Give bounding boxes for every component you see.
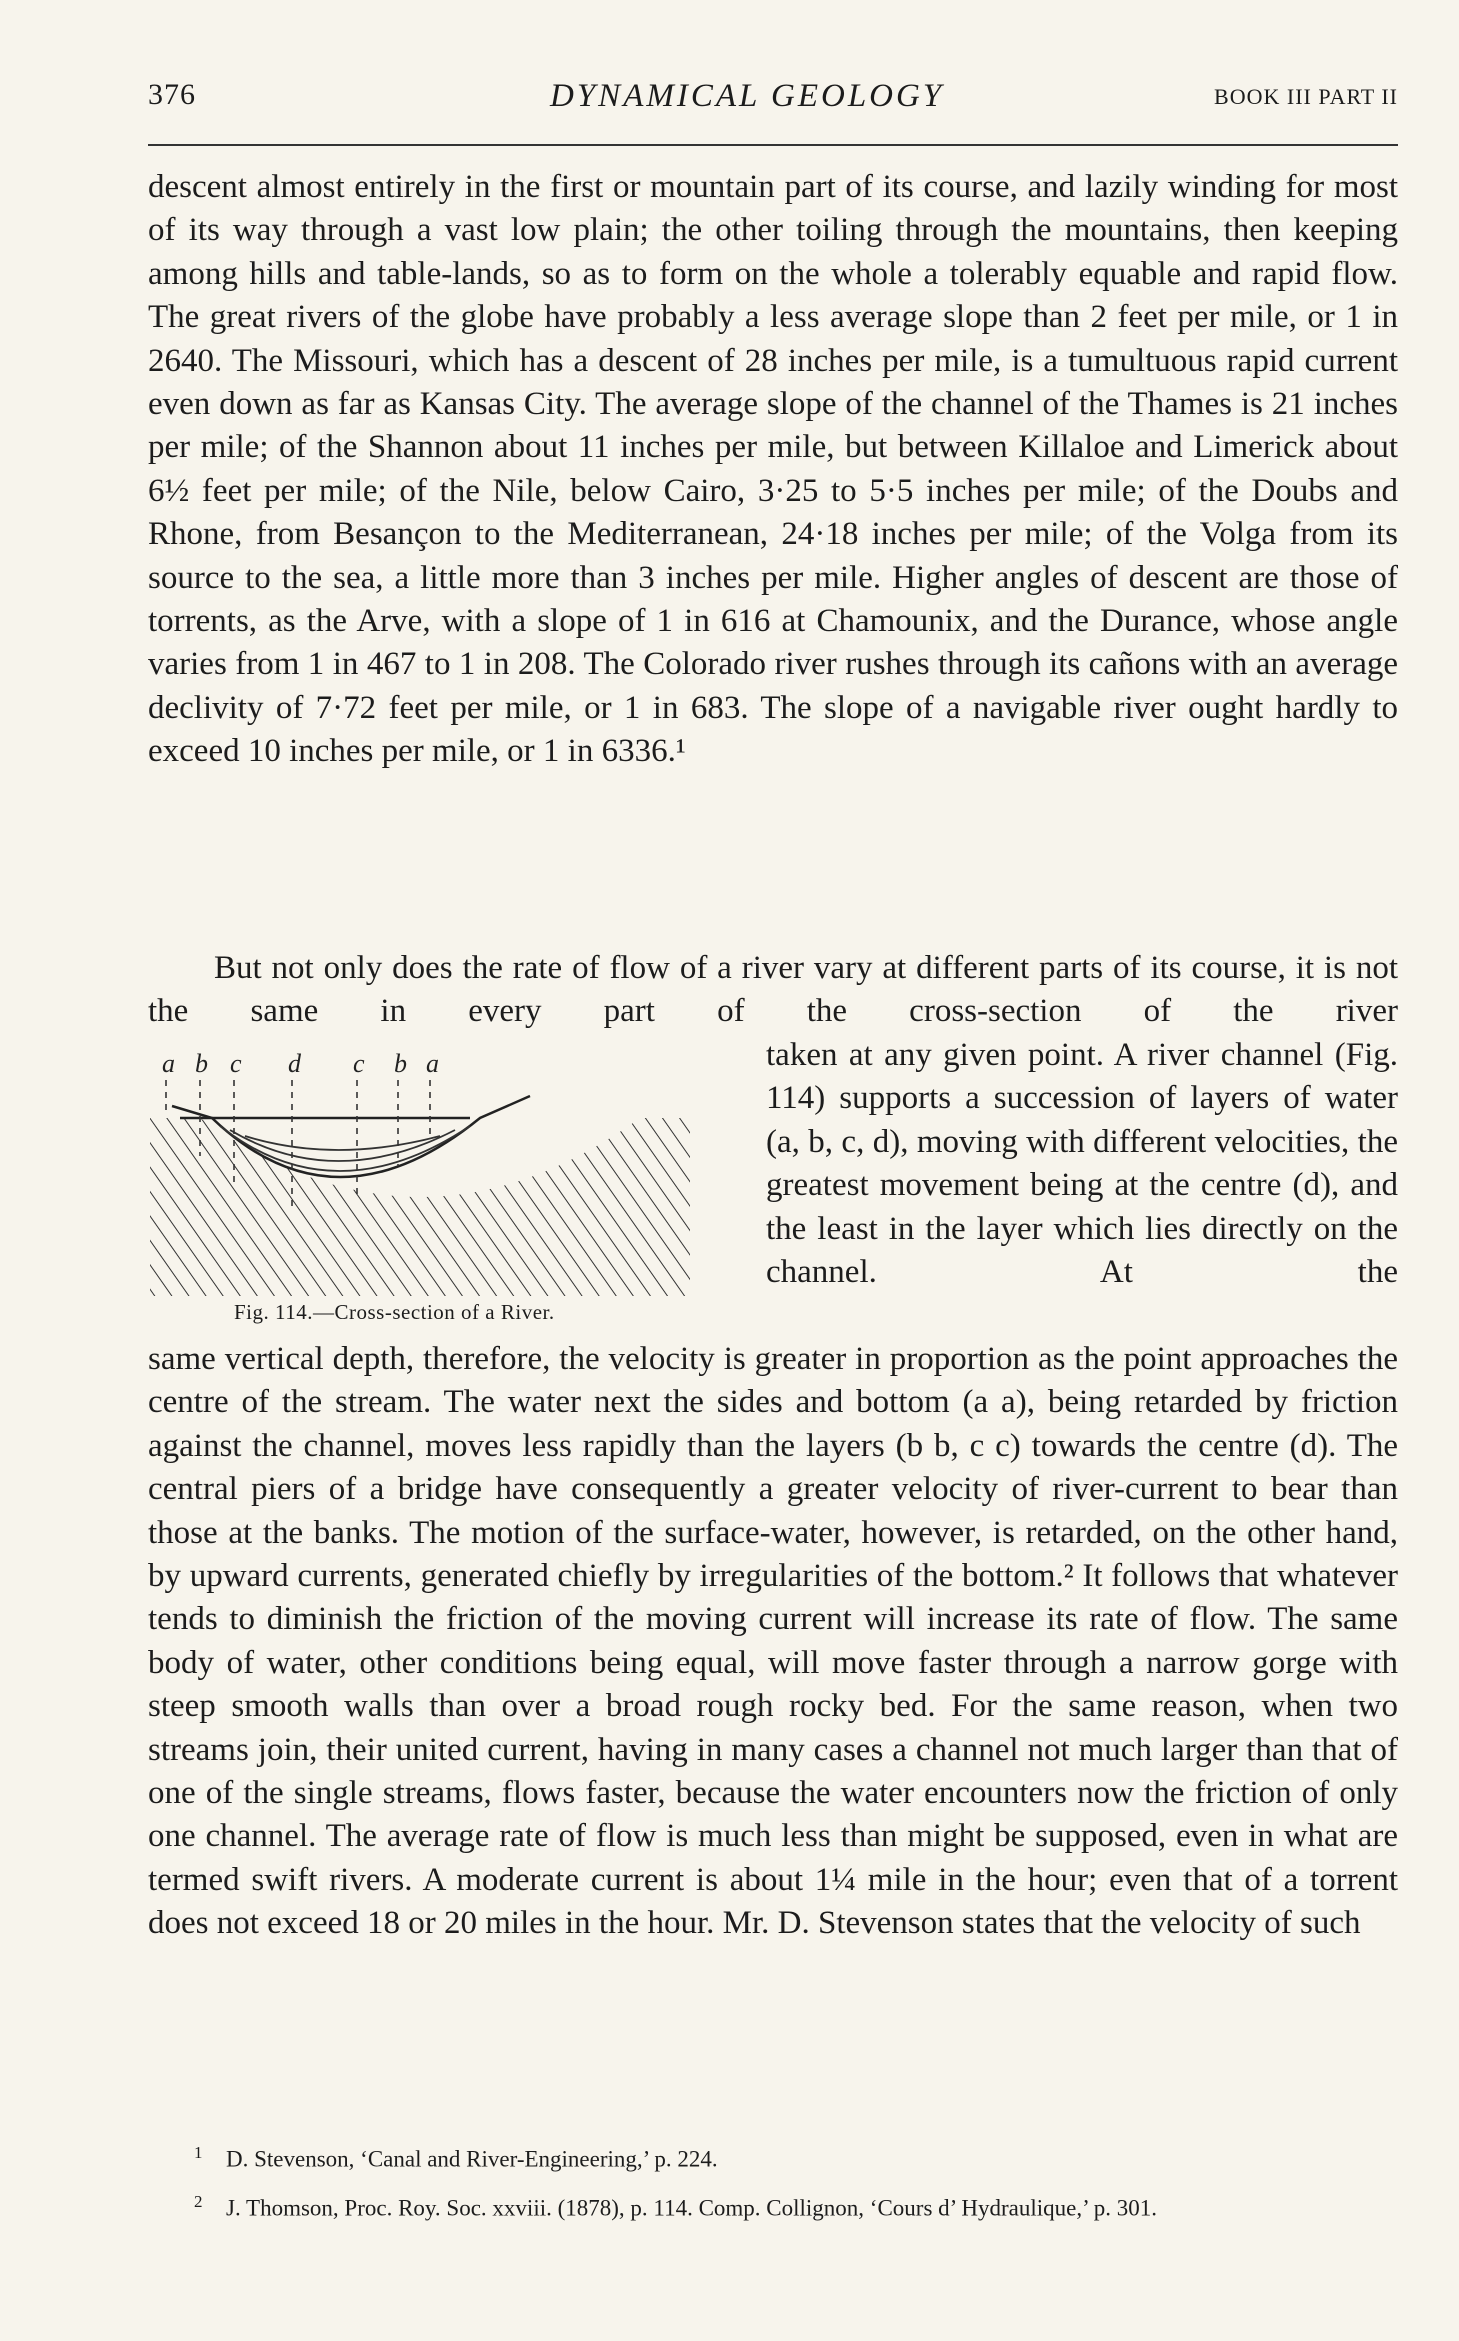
footnote-2 [148, 2181, 1398, 2230]
label-b-left: b [195, 1049, 208, 1078]
river-cross-section-diagram [150, 1046, 740, 1296]
figure-caption: Fig. 114.—Cross-section of a River. [234, 1300, 555, 1324]
footnote-1-mark: 1 [194, 2143, 203, 2162]
running-head [148, 78, 1398, 128]
label-c-right: c [353, 1049, 365, 1078]
footnote-2-text: J. Thomson, Proc. Roy. Soc. xxviii. (1878), p. 114. Comp. Collignon, ‘Cours d’ Hydraulique,’ p. 301. [226, 2195, 1158, 2221]
label-d: d [288, 1049, 301, 1078]
label-c-left: c [230, 1049, 242, 1078]
label-b-right: b [394, 1049, 407, 1078]
label-a-left: a [162, 1049, 175, 1078]
book-part-label: BOOK III PART II [1214, 84, 1398, 109]
header-rule [148, 144, 1398, 146]
footnote-1-text: D. Stevenson, ‘Canal and River-Engineering,’ p. 224. [226, 2146, 718, 2172]
figure-114 [150, 1046, 740, 1328]
footnotes [148, 2132, 1398, 2229]
paragraph-flow-rate-continued: same vertical depth, therefore, the velocity is greater in proportion as the point approaches the centre of the stream. The water next the sides and bottom (a a), being retarded by friction against the channel, moves less rapidly than the layers (b b, c c) towards the centre (d). The central piers of a bridge have consequently a greater velocity of river-current to bear than those at the banks. The motion of the surface-water, however, is retarded, on the other hand, by upward currents, generated chiefly by irregularities of the bottom.² It follows that whatever tends to diminish the friction of the moving current will increase its rate of flow. The same body of water, other conditions being equal, will move faster through a narrow gorge with steep smooth walls than over a broad rough rocky bed. For the same reason, when two streams join, their united current, having in many cases a channel not much larger than that of one of the single streams, flows faster, because the water encounters now the friction of only one channel. The average rate of flow is much less than might be supposed, even in what are termed swift rivers. A moderate current is about 1¼ mile in the hour; even that of a torrent does not exceed 18 or 20 miles in the hour. Mr. D. Stevenson states that the velocity of such [148, 1341, 1398, 1942]
paragraph-river-slopes: descent almost entirely in the first or mountain part of its course, and lazily winding for most of its way through a vast low plain; the other toiling through the mountains, then keeping among hills and table-lands, so as to form on the whole a tolerably equable and rapid flow. The great rivers of the globe have probably a less average slope than 2 feet per mile, or 1 in 2640. The Missouri, which has a descent of 28 inches per mile, is a tumultuous rapid current even down as far as Kansas City. The average slope of the channel of the Thames is 21 inches per mile; of the Shannon about 11 inches per mile, but between Killaloe and Limerick about 6½ feet per mile; of the Nile, below Cairo, 3·25 to 5·5 inches per mile; of the Doubs and Rhone, from Besançon to the Mediterranean, 24·18 inches per mile; of the Volga from its source to the sea, a little more than 3 inches per mile. Higher angles of descent are those of torrents, as the Arve, with a slope of 1 in 616 at Chamounix, and the Durance, whose angle varies from 1 in 467 to 1 in 208. The Colorado river rushes through its cañons with an average declivity of 7·72 feet per mile, or 1 in 683. The slope of a navigable river ought hardly to exceed 10 inches per mile, or 1 in 6336.¹ [148, 169, 1398, 770]
paragraph-flow-rate-start: But not only does the rate of flow of a river vary at different parts of its course, it is not the same in every part of the cross-section of the river [148, 950, 1398, 1030]
footnote-1 [148, 2132, 1398, 2181]
page-number: 376 [148, 78, 196, 111]
footnote-2-mark: 2 [194, 2191, 203, 2211]
paragraph-flow-rate-side: taken at any given point. A river channel (Fig. 114) supports a succession of layers of water (a, b, c, d), moving with different velocities, the greatest movement being at the centre (d), and the least in the layer which lies directly on the channel. At the [766, 1037, 1398, 1291]
running-title: DYNAMICAL GEOLOGY [550, 78, 945, 114]
label-a-right: a [426, 1049, 439, 1078]
